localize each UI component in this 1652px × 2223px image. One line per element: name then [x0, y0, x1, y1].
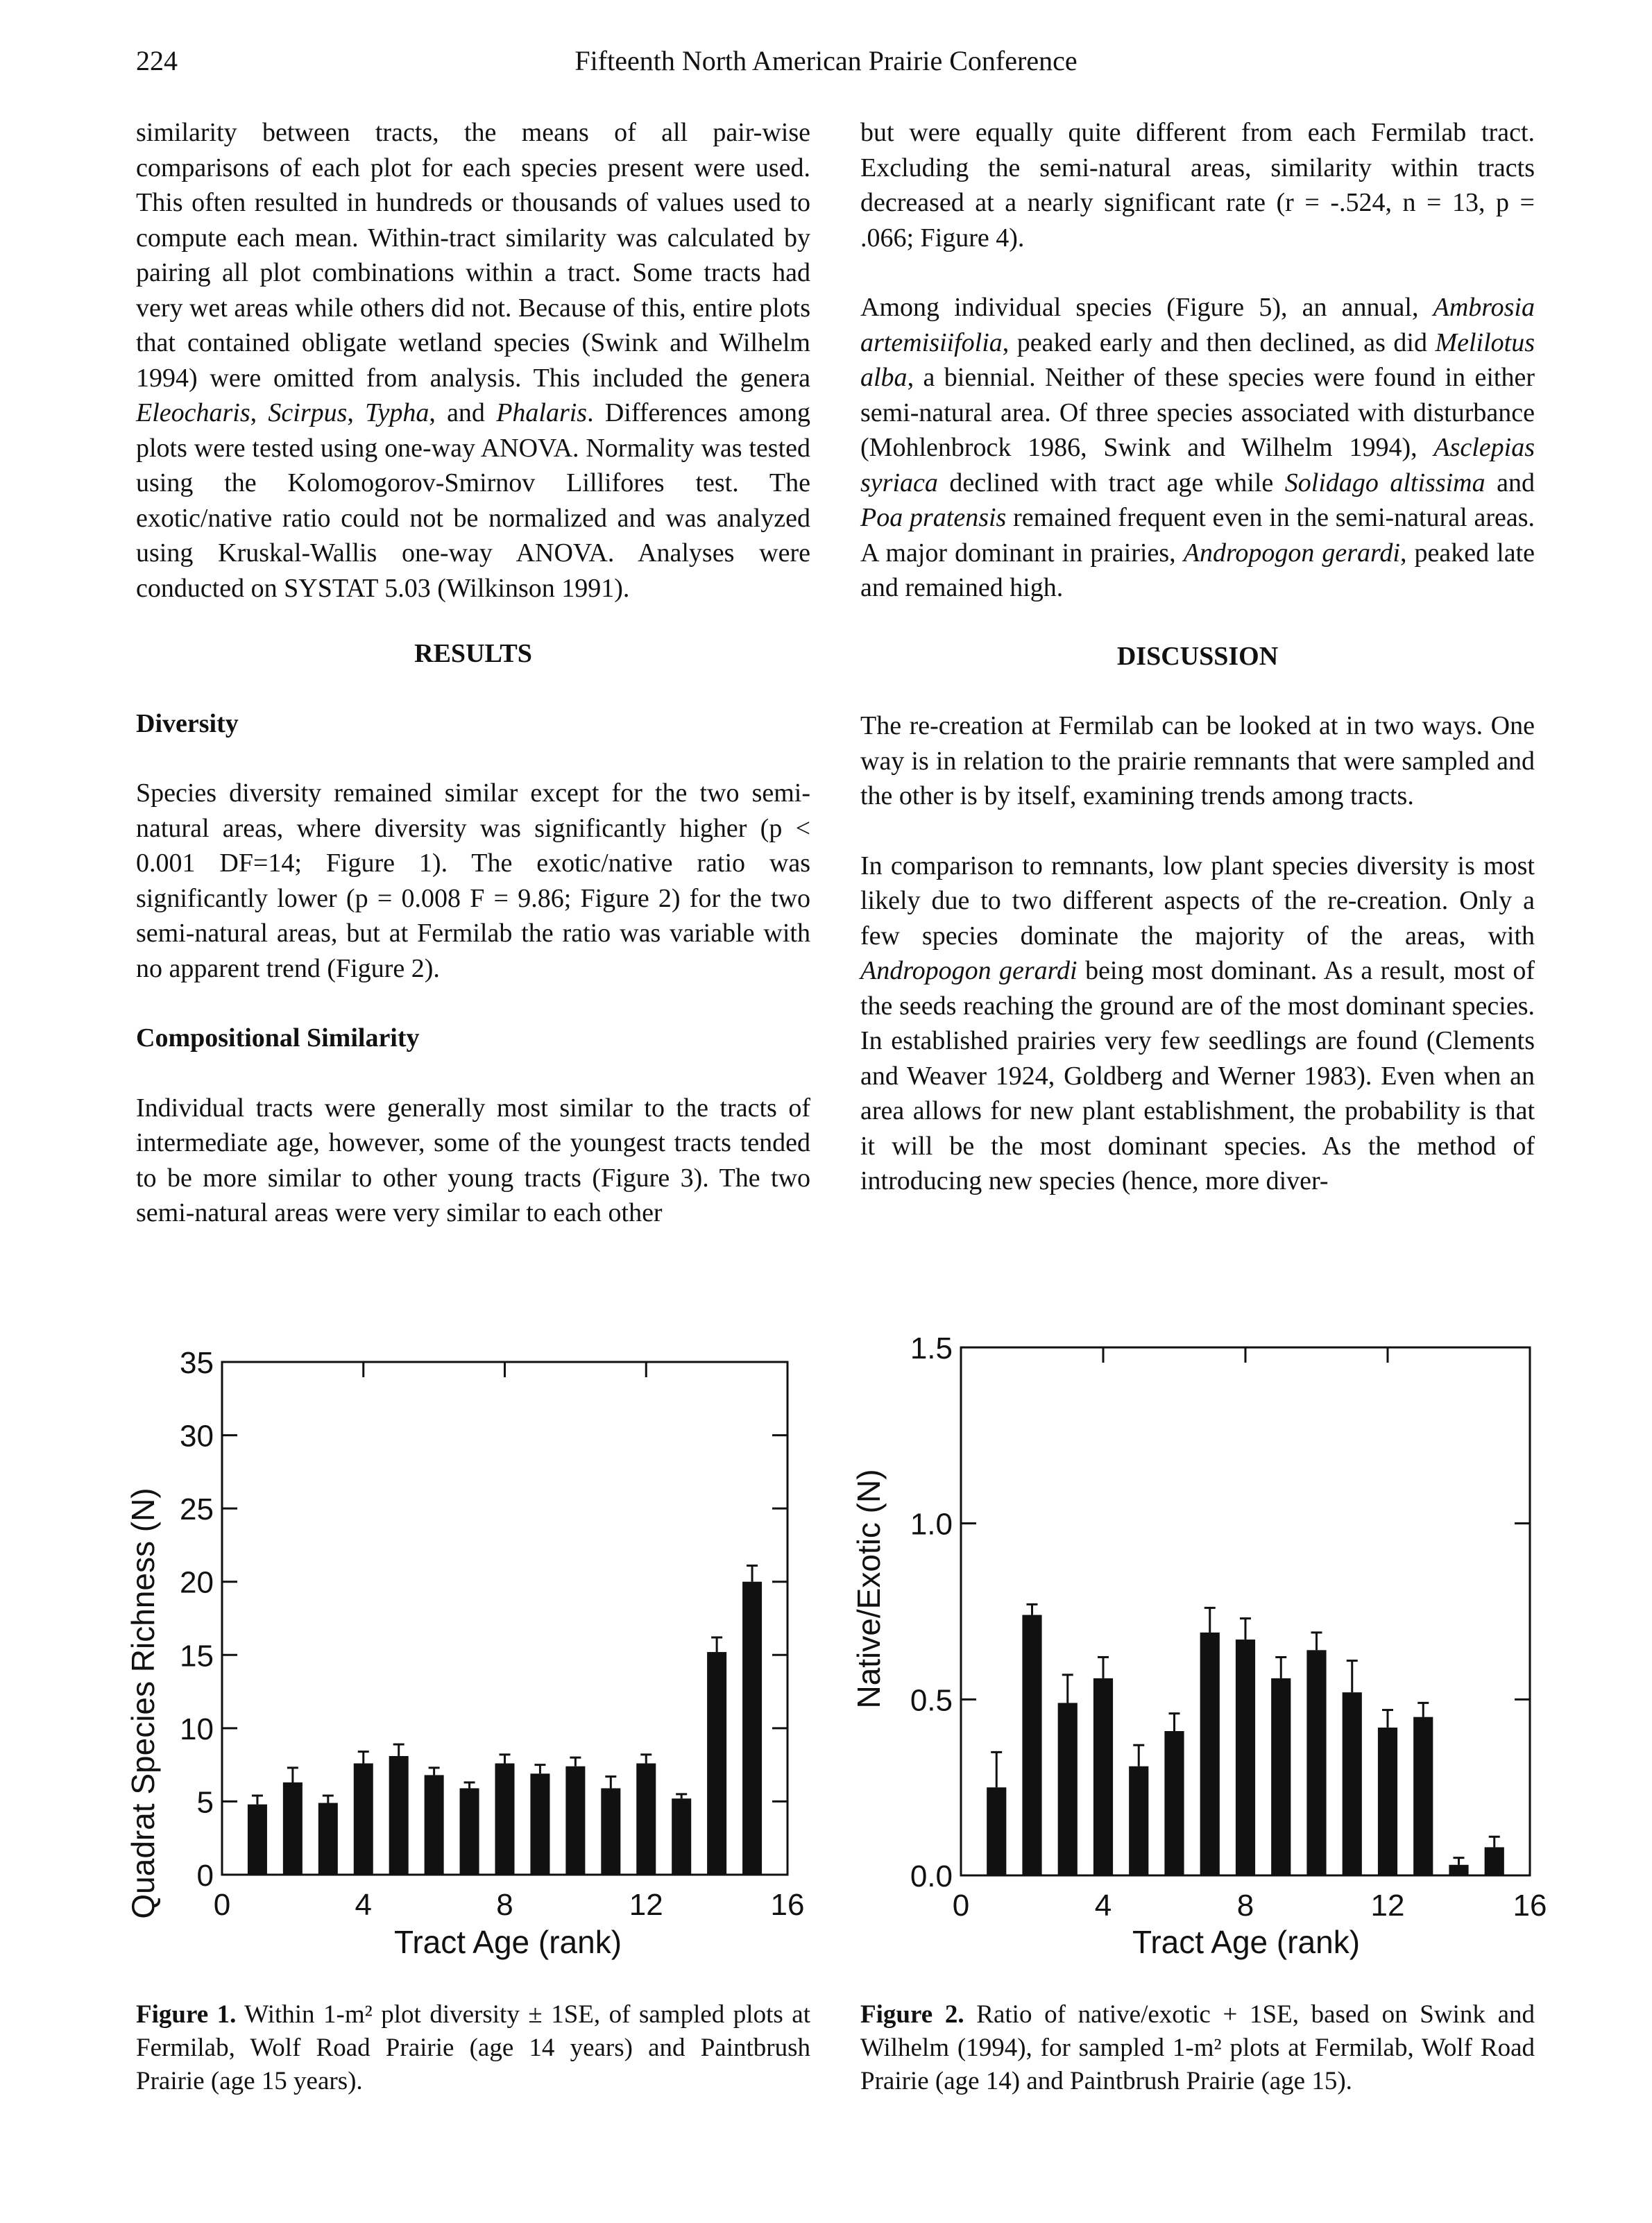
fig1-ytick-label: 10	[180, 1712, 214, 1746]
species-text: , a biennial. Neither of these species were found in either semi-natural area. Of three species associated with disturbance (Mohlenbrock 1986, Swink and Wilhelm 1994),	[860, 363, 1535, 462]
fig1-bar	[283, 1782, 303, 1875]
page-number: 224	[136, 45, 178, 76]
fig2-bar	[1022, 1615, 1041, 1875]
figure-2-label: Figure 2.	[860, 2000, 964, 2029]
right-column	[860, 115, 1535, 1199]
fig1-ytick-label: 15	[180, 1639, 214, 1673]
fig2-bar	[1306, 1650, 1326, 1875]
species-text: and	[1485, 468, 1535, 497]
fig1-bar	[672, 1798, 691, 1875]
methods-text: similarity between tracts, the means of all pair-wise comparisons of each plot for each species present were used. This often resulted in hundreds or thousands of values used to compute each mean. Within-tract similarity was calculated by pairing all plot combinations within a tract. Some tracts had very wet areas while others did not. Because of this, entire plots that contained obligate wetland species (Swink and Wilhelm 1994) were omitted from analysis. This included the genera	[136, 118, 810, 393]
figure-2-chart	[840, 1291, 1575, 1970]
running-title: Fifteenth North American Prairie Conference	[574, 45, 1078, 76]
fig2-ytick-label: 1.0	[910, 1507, 953, 1542]
fig1-ytick-label: 25	[180, 1492, 214, 1527]
species-text: , peaked late and remained high.	[860, 538, 1535, 602]
genus-phalaris: Phalaris	[496, 398, 588, 427]
figure-1-label: Figure 1.	[136, 2000, 237, 2029]
fig1-ytick-label: 30	[180, 1419, 214, 1454]
fig2-xtick-label: 0	[952, 1889, 970, 1923]
fig1-ytick-label: 5	[196, 1785, 214, 1820]
fig1-ytick-label: 0	[196, 1859, 214, 1893]
fig1-bar	[389, 1756, 409, 1875]
fig1-ytick-label: 35	[180, 1346, 214, 1380]
separator: ,	[347, 398, 366, 427]
fig2-xtick-label: 8	[1236, 1889, 1254, 1923]
fig1-xtick-label: 0	[213, 1888, 231, 1922]
fig2-bar	[1271, 1678, 1291, 1875]
figure-1-chart	[118, 1304, 819, 1970]
fig2-xtick-label: 16	[1513, 1889, 1547, 1923]
fig2-ytick-label: 0.5	[910, 1683, 953, 1718]
fig1-xtick-label: 4	[355, 1888, 372, 1922]
fig2-bar	[1058, 1703, 1078, 1875]
species-text: declined with tract age while	[937, 468, 1285, 497]
fig1-bar	[460, 1788, 479, 1875]
fig2-bar	[1236, 1639, 1255, 1875]
fig1-xtick-label: 16	[770, 1888, 805, 1922]
figure-2-caption	[860, 1998, 1535, 2098]
separator: , and	[429, 398, 497, 427]
fig2-bar	[1413, 1717, 1433, 1875]
species-paragraph	[860, 290, 1535, 606]
methods-paragraph	[136, 115, 810, 606]
results-heading: RESULTS	[414, 639, 532, 668]
species-ambrosia: Ambrosia artemisiifolia	[860, 293, 1535, 357]
discussion-text: In comparison to remnants, low plant species diversity is most likely due to two different aspects of the re-creation. Only a few species dominate the majority of the areas, with	[860, 851, 1535, 951]
results-paragraph-cont: but were equally quite different from each Fermilab tract. Excluding the semi-natural areas, similarity within tracts decreased at a nearly significant rate (r = -.524, n = 13, p = .066; Figure 4).	[860, 118, 1535, 253]
fig1-bar	[318, 1803, 338, 1875]
diversity-paragraph: Species diversity remained similar except for the two semi-natural areas, where diversity was significantly higher (p < 0.001 DF=14; Figure 1). The exotic/native ratio was significantly lower (p = 0.008 F = 9.86; Figure 2) for the two semi-natural areas, but at Fermilab the ratio was variable with no apparent trend (Figure 2).	[136, 778, 810, 983]
fig2-xtick-label: 12	[1370, 1889, 1405, 1923]
figure-2-caption-text: Ratio of native/exotic + 1SE, based on Swink and Wilhelm (1994), for sampled 1-m² plots at Fermilab, Wolf Road Prairie (age 14) and Paintbrush Prairie (age 15).	[860, 2000, 1535, 2095]
species-text: remained frequent even in the semi-natural areas. A major dominant in prairies,	[860, 503, 1535, 568]
fig2-xtick-label: 4	[1094, 1889, 1112, 1923]
discussion-text: being most dominant. As a result, most of the seeds reaching the ground are of the most dominant species. In established prairies very few seedlings are found (Clements and Weaver 1924, Goldberg and Werner 1983). Even when an area allows for new plant establishment, the probability is that it will be the most dominant species. As the method of introducing new species (hence, more diver-	[860, 956, 1535, 1195]
fig2-bar	[1485, 1847, 1504, 1875]
fig1-xtick-label: 12	[629, 1888, 663, 1922]
fig1-bar	[425, 1775, 444, 1875]
discussion-heading: DISCUSSION	[1116, 641, 1279, 671]
species-text: Among individual species (Figure 5), an annual,	[860, 293, 1433, 322]
species-asclepias: Asclepias syriaca	[860, 433, 1535, 497]
left-column	[136, 115, 810, 1231]
fig2-bar	[1200, 1633, 1220, 1875]
fig2-x-axis-label: Tract Age (rank)	[1132, 1924, 1361, 1960]
fig1-bar	[354, 1764, 373, 1875]
species-melilotus: Melilotus alba	[860, 327, 1535, 392]
similarity-heading: Compositional Similarity	[136, 1023, 420, 1053]
genus-scirpus: Scirpus	[268, 398, 348, 427]
figure-1-caption-text: Within 1-m² plot diversity ± 1SE, of sampled plots at Fermilab, Wolf Road Prairie (age 14 years) and Paintbrush Prairie (age 15 years).	[136, 2000, 810, 2095]
fig1-xtick-label: 8	[496, 1888, 513, 1922]
diversity-heading: Diversity	[136, 708, 239, 738]
fig1-bar	[601, 1788, 620, 1875]
fig1-bar	[495, 1764, 514, 1875]
fig1-y-axis-label: Quadrat Species Richness (N)	[125, 1488, 161, 1919]
figure-1-caption	[136, 1998, 810, 2098]
fig1-bar	[636, 1764, 656, 1875]
fig2-bar	[1129, 1766, 1148, 1875]
fig1-bar	[742, 1582, 762, 1875]
fig2-bar	[1164, 1731, 1184, 1875]
separator: ,	[250, 398, 269, 427]
genus-eleocharis: Eleocharis	[136, 398, 250, 427]
fig1-bar	[707, 1652, 726, 1875]
fig2-bar	[1449, 1865, 1468, 1875]
methods-text-end: . Differences among plots were tested using one-way ANOVA. Normality was tested using the Kolomogorov-Smirnov Lillifores test. The exotic/native ratio could not be normalized and was analyzed using Kruskal-Wallis one-way ANOVA. Analyses were conducted on SYSTAT 5.03 (Wilkinson 1991).	[136, 398, 811, 603]
fig2-bar	[987, 1787, 1006, 1875]
fig2-ytick-label: 0.0	[910, 1859, 953, 1893]
fig2-ytick-label: 1.5	[910, 1331, 953, 1365]
fig2-y-axis-label: Native/Exotic (N)	[851, 1469, 887, 1709]
species-text: , peaked early and then declined, as did	[1002, 327, 1436, 357]
species-andropogon: Andropogon gerardi	[1183, 538, 1400, 568]
genus-typha: Typha	[365, 398, 429, 427]
discussion-paragraph-1: The re-creation at Fermilab can be looked at in two ways. One way is in relation to the prairie remnants that were sampled and the other is by itself, examining trends among tracts.	[860, 711, 1535, 810]
fig1-bar	[248, 1805, 267, 1875]
fig2-bar	[1343, 1692, 1362, 1875]
fig1-bar	[565, 1766, 585, 1875]
discussion-paragraph-2	[860, 849, 1535, 1199]
species-poa: Poa pratensis	[860, 503, 1007, 532]
fig1-bar	[530, 1773, 550, 1875]
similarity-paragraph: Individual tracts were generally most similar to the tracts of intermediate age, however, some of the youngest tracts tended to be more similar to other young tracts (Figure 3). The two semi-natural areas were very similar to each other	[136, 1093, 810, 1227]
fig1-ytick-label: 20	[180, 1565, 214, 1600]
species-andropogon-2: Andropogon gerardi	[860, 956, 1078, 985]
fig2-bar	[1378, 1728, 1397, 1875]
fig1-x-axis-label: Tract Age (rank)	[393, 1924, 622, 1960]
fig2-bar	[1093, 1678, 1113, 1875]
species-solidago: Solidago altissima	[1284, 468, 1485, 497]
